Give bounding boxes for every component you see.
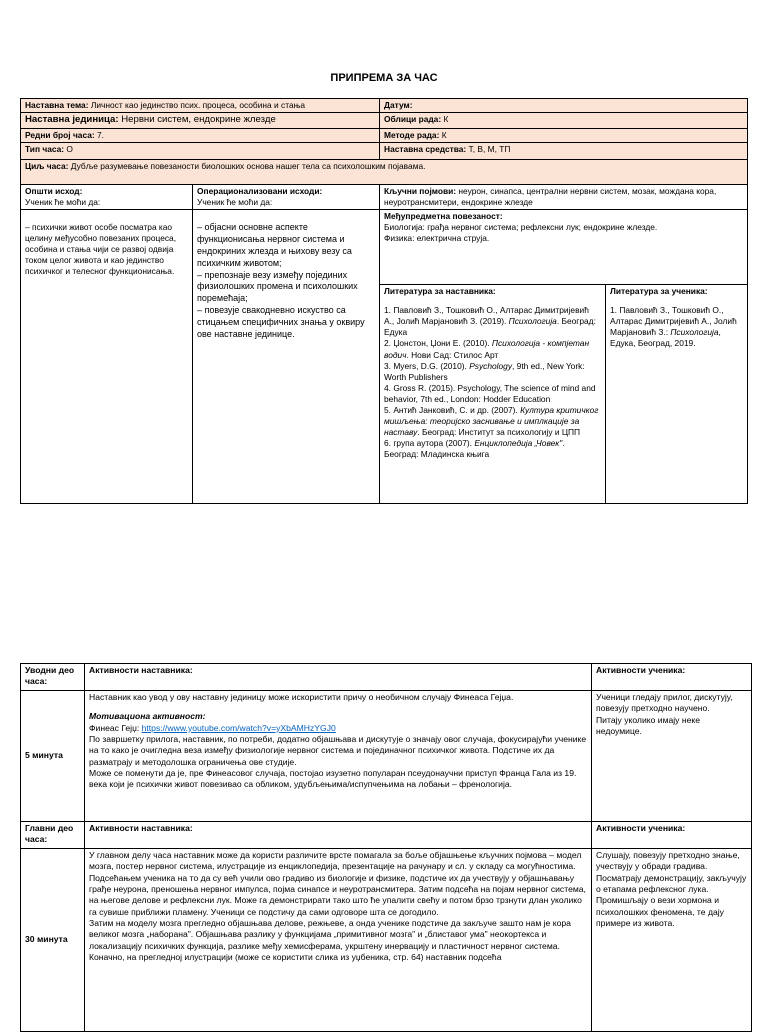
interdisciplinary-cell <box>380 210 748 285</box>
main-paragraph: Подсећањем ученика на то да су већ учили ово градиво из биологије и физике, подстиче их да учествују у објашњавању грађе неурона, преношења нервног импулса, појма синапсе и неуротрансмитера. Затим подсећа на појам нервног система, на његове делове и рефлексни лук. Може га демонстрирати тако што ће упалити свећу и потом брзо трзнути длан уколико га сувише приближи пламену. Ученици се подстичу да сами одговоре шта се догодило. <box>89 872 586 917</box>
teaching-means-label: Наставна средства: <box>384 143 467 154</box>
key-terms-cell <box>380 184 748 209</box>
methods-label: Методе рада: <box>384 129 440 140</box>
lesson-type-cell <box>21 142 380 159</box>
literature-item: 1. Павловић З., Тошковић О., Алтарас Димитријевић А., Јолић Марјановић З.: Психологија, Едука, Београд, 2019. <box>610 305 737 349</box>
date-label: Датум: <box>384 100 413 110</box>
operational-outcomes-label: Операционализовани исходи: <box>197 185 323 196</box>
intro-student-activities: Ученици гледају прилог, дискутују, повезују претходно научено. Питају уколико имају неке недоумице. <box>592 691 752 822</box>
motivation-label: Мотивациона активност: <box>89 711 206 722</box>
operational-outcome-item: – препознаје везу између појединих физиолошких промена и психолошких поремећаја; <box>197 269 358 304</box>
main-teacher-activities <box>85 849 592 1032</box>
literature-item: 1. Павловић З., Тошковић О., Алтарас Димитријевић А., Јолић Марјановић З. (2019). Психологија. Београд: Едука <box>384 305 596 338</box>
main-paragraph: Коначно, на прегледној илустрацији (може се користити слика из уџбеника, стр. 64) наставник подсећа <box>89 952 502 963</box>
lesson-number-value: 7. <box>97 129 104 140</box>
general-outcome-label: Општи исход: <box>25 185 83 196</box>
goal-value: Дубље разумевање повезаности биолошких основа нашег тела са психолошким појавама. <box>70 160 426 171</box>
literature-item: 3. Myers, D.G. (2010). Psychology, 9th ed., New York: Worth Publishers <box>384 360 585 382</box>
lesson-number-cell <box>21 128 380 142</box>
general-outcome-header <box>21 184 193 209</box>
intro-time: 5 минута <box>21 691 85 822</box>
literature-item: 4. Gross R. (2015). Psychology, The science of mind and behavior, 7th ed., London: Hodder Education <box>384 382 596 404</box>
intro-teacher-header: Активности наставника: <box>85 664 592 691</box>
operational-outcome-item: – повезује свакодневно искуство са стицањем специфичних знања у оквиру ове наставне јединице. <box>197 305 365 339</box>
teaching-means-value: Т, В, М, ТП <box>468 143 511 154</box>
main-student-header: Активности ученика: <box>592 822 752 849</box>
intro-teacher-activities <box>85 691 592 822</box>
topic-value: Личност као јединство псих. процеса, особина и стања <box>90 100 306 110</box>
teacher-literature-label: Литература за наставника: <box>384 286 496 297</box>
forms-value: К <box>443 114 449 125</box>
forms-label: Облици рада: <box>384 114 442 125</box>
unit-label: Наставна јединица: <box>25 114 119 126</box>
main-student-activities: Слушају, повезују претходно знање, учествују у обради градива. Посматрају демонстрацију, закључују о етапама рефлексног лука. Промишљају о вези хормона и психолошких феномена, те дају примере из живота. <box>592 849 752 1032</box>
operational-outcome-item: – објасни основне аспекте функционисања нервног система и ендокриних жлезда и њихову везу са психичким животом; <box>197 222 352 268</box>
page-title: ПРИПРЕМА ЗА ЧАС <box>330 72 438 84</box>
intro-section-label: Уводни део часа: <box>21 664 85 691</box>
forms-cell <box>380 113 748 129</box>
topic-cell <box>21 99 380 113</box>
main-teacher-header: Активности наставника: <box>85 822 592 849</box>
interdisciplinary-item: Физика: електрична струја. <box>384 233 490 244</box>
key-terms-value: неурон, синапса, централни нервни систем, мозак, мождана кора, неуротрансмитери, ендокрине жлезде <box>384 185 717 207</box>
main-paragraph: У главном делу часа наставник може да користи различите врсте помагала за боље објашњење кључних појмова – модел мозга, постер нервног система, илустрације из енциклопедија, презентације на рачунару и сл. у складу са могућностима. <box>89 850 582 872</box>
video-line <box>89 723 587 734</box>
main-section-label: Главни део часа: <box>21 822 85 849</box>
interdisciplinary-label: Међупредметна повезаност: <box>384 211 503 222</box>
date-cell <box>380 99 748 113</box>
operational-outcomes-body <box>193 210 380 504</box>
goal-label: Циљ часа: <box>25 160 69 171</box>
main-paragraph: Затим на моделу мозга прегледно објашњава делове, режњеве, а онда ученике подстиче да закључе зашто нам је кора великог мозга „наборана". Објашњава разлику у функцијама „примитивног мозга" и „блиставог ума" неокортекса и локализацију психичких функција, разлике међу хемисферама, укрштену инервацију и пластичност нервног система. <box>89 918 571 951</box>
literature-item: 5. Антић Јанковић, С. и др. (2007). Култура критичког мишљења: теоријско заснивање и имплкације за наставу. Београд: Институт за психологију и ЦПП <box>384 404 599 438</box>
general-outcome-sub: Ученик ће моћи да: <box>25 196 101 207</box>
lesson-number-label: Редни број часа: <box>25 129 95 140</box>
teacher-literature-cell <box>380 285 606 504</box>
methods-cell <box>380 128 748 142</box>
lesson-type-value: О <box>66 143 73 154</box>
unit-cell <box>21 113 380 129</box>
video-prefix: Финеас Гејџ: <box>89 722 140 733</box>
main-time: 30 минута <box>21 849 85 1032</box>
intro-paragraph: Може се поменути да је, пре Финеасовог случаја, постојао изузетно популаран псеудонаучни приступ Франца Гала из 19. века који је психички живот повезивао са обликом, удубљењима/испупчењима на лобањи – френологија. <box>89 768 577 790</box>
general-outcome-text: – психички живот особе посматра као целину међусобно повезаних процеса, особина и стања чији се развој одвија током целог живота и као јединство психичког и телесног функционисања. <box>25 222 177 277</box>
lesson-type-label: Тип часа: <box>25 143 65 154</box>
interdisciplinary-item: Биологија: грађа нервног система; рефлексни лук; ендокрине жлезде. <box>384 222 658 233</box>
intro-student-header: Активности ученика: <box>592 664 752 691</box>
student-literature-cell <box>606 285 748 504</box>
literature-item: 2. Џонстон, Џони Е. (2010). Психологија - компјетан водич. Нови Сад: Стилос Арт <box>384 338 590 360</box>
video-link[interactable]: https://www.youtube.com/watch?v=yXbAMHzYGJ0 <box>141 722 336 733</box>
general-outcome-body <box>21 210 193 504</box>
lesson-plan-table <box>20 663 752 1032</box>
topic-label: Наставна тема: <box>25 100 89 110</box>
methods-value: К <box>441 129 447 140</box>
student-literature-label: Литература за ученика: <box>610 286 708 297</box>
intro-paragraph: По завршетку прилога, наставник, по потреби, додатно објашњава и дискутује о значају овог случаја, фокусирајући ученике на то како је очигледна веза између физиологије нервног система и појединачног психичког живота. Подстиче их да разматрају и методолошка ограничења ове студије. <box>89 734 587 767</box>
intro-paragraph: Наставник као увод у ову наставну јединицу може искористити причу о необичном случају Финеаса Гејџа. <box>89 692 514 702</box>
teaching-means-cell <box>380 142 748 159</box>
goal-cell <box>21 159 748 184</box>
operational-outcomes-sub: Ученик ће моћи да: <box>197 196 273 207</box>
literature-item: 6. група аутора (2007). Енциклопедија „Човек". Београд: Младинска књига <box>384 438 565 460</box>
lesson-info-table <box>20 98 748 504</box>
operational-outcomes-header <box>193 184 380 209</box>
key-terms-label: Кључни појмови: <box>384 185 457 196</box>
unit-value: Нервни систем, ендокрине жлезде <box>121 114 276 126</box>
